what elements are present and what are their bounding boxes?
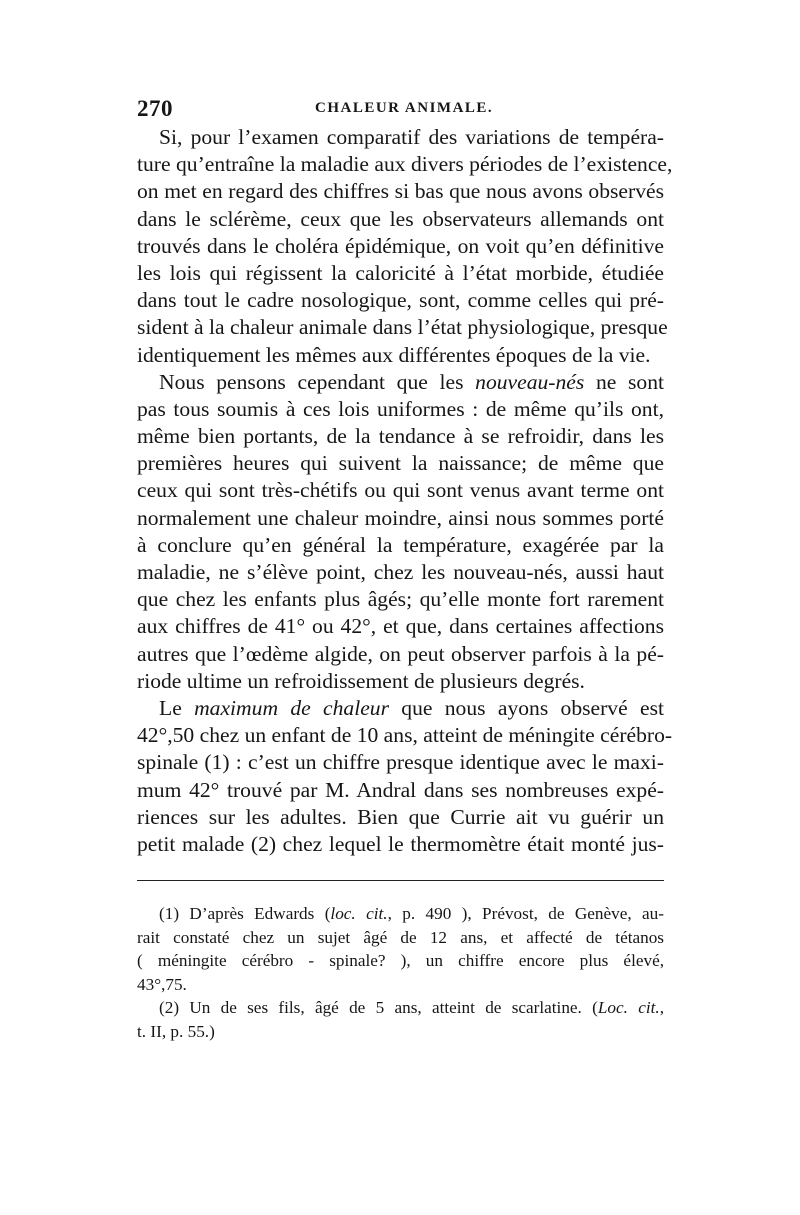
footnote-line [137, 902, 664, 926]
footnotes [137, 902, 664, 1043]
footnote-line [137, 996, 664, 1020]
text-line: que chez les enfants plus âgés; qu’elle monte fort rarement [137, 587, 664, 612]
italic-text: nouveau-nés [475, 369, 585, 394]
text-line: ture qu’entraîne la maladie aux divers périodes de l’existence, [137, 152, 673, 177]
text-line: ceux qui sont très-chétifs ou qui sont venus avant terme ont [137, 478, 664, 503]
text-line: mum 42° trouvé par M. Andral dans ses nombreuses expé- [137, 777, 664, 802]
text-line: dans tout le cadre nosologique, sont, comme celles qui pré- [137, 288, 664, 313]
page-number: 270 [137, 96, 173, 121]
running-title: CHALEUR ANIMALE. [315, 100, 494, 116]
body-text [137, 124, 673, 858]
italic-text: Loc. cit. [597, 998, 660, 1017]
footnote-line: ( méningite cérébro - spinale? ), un chiffre encore plus élevé, [137, 951, 664, 970]
italic-text: maximum de chaleur [194, 695, 389, 720]
footnote-line: t. II, p. 55.) [137, 1021, 215, 1041]
text-run: ne sont [584, 369, 664, 394]
text-line: premières heures qui suivent la naissance; de même que [137, 451, 664, 476]
text-line: riences sur les adultes. Bien que Currie ait vu guérir un [137, 804, 664, 829]
text-line: aux chiffres de 41° ou 42°, et que, dans certaines affections [137, 614, 664, 639]
footnote-separator [137, 880, 664, 881]
text-line: maladie, ne s’élève point, chez les nouveau-nés, aussi haut [137, 560, 664, 584]
text-line: 42°,50 chez un enfant de 10 ans, atteint de méningite cérébro- [137, 723, 673, 748]
text-run: que nous ayons observé est [388, 695, 664, 720]
text-line: les lois qui régissent la caloricité à l’état morbide, étudiée [137, 260, 664, 285]
text-line: même bien portants, de la tendance à se refroidir, dans les [137, 424, 664, 449]
text-run: , [659, 998, 664, 1017]
text-line: identiquement les mêmes aux différentes époques de la vie. [137, 342, 651, 367]
text-line: sident à la chaleur animale dans l’état physiologique, presque [137, 315, 668, 340]
text-line: trouvés dans le choléra épidémique, on voit qu’en définitive [137, 233, 664, 258]
text-line: dans le sclérème, ceux que les observateurs allemands ont [137, 206, 664, 231]
text-line: spinale (1) : c’est un chiffre presque identique avec le maxi- [137, 750, 664, 775]
text-run: , p. 490 ), Prévost, de Genève, au- [387, 904, 664, 923]
text-run: (2) Un de ses fils, âgé de 5 ans, atteint de scarlatine. ( [159, 998, 598, 1017]
text-run: Le [159, 695, 195, 720]
italic-text: loc. cit. [330, 904, 388, 923]
text-line: Si, pour l’examen comparatif des variations de tempéra- [159, 125, 664, 149]
text-line: pas tous soumis à ces lois uniformes : de même qu’ils ont, [137, 396, 664, 421]
text-line: riode ultime un refroidissement de plusieurs degrés. [137, 668, 585, 693]
text-run: (1) D’après Edwards ( [159, 904, 331, 923]
footnote-line: rait constaté chez un sujet âgé de 12 ans, et affecté de tétanos [137, 927, 664, 947]
text-line: normalement une chaleur moindre, ainsi nous sommes porté [137, 505, 664, 530]
text-line: on met en regard des chiffres si bas que nous avons observés [137, 179, 664, 204]
text-line [137, 695, 664, 722]
text-line [137, 369, 664, 396]
text-line: à conclure qu’en général la température, exagérée par la [137, 532, 664, 557]
text-line: petit malade (2) chez lequel le thermomètre était monté jus- [137, 831, 664, 856]
text-line: autres que l’œdème algide, on peut observer parfois à la pé- [137, 641, 664, 666]
page-header [137, 96, 667, 124]
footnote-line: 43°,75. [137, 974, 187, 994]
text-run: Nous pensons cependant que les [159, 369, 476, 394]
